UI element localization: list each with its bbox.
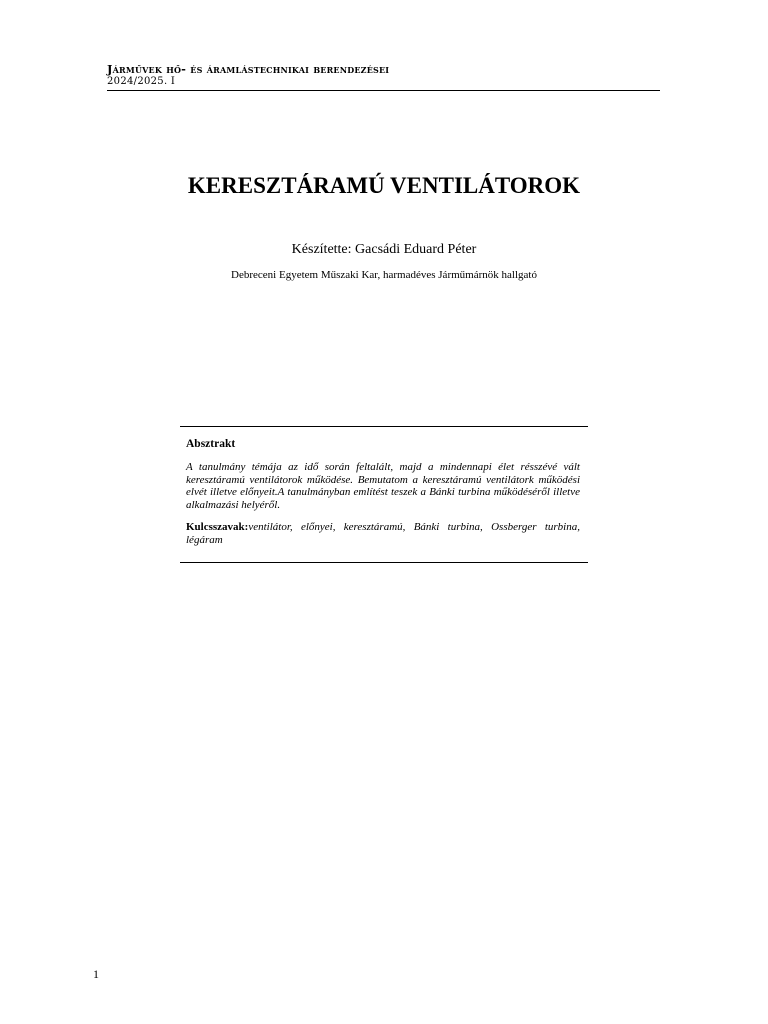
- abstract-box: [180, 426, 588, 563]
- running-header: [107, 62, 660, 91]
- abstract-body: A tanulmány témája az idő során feltalált, majd a mindennapi élet résszévé vált keresztáramú ventilátorok működése. Bemutatom a keresztáramú ventilátork működési elvét illetve előnyeit.A tanulmányban említést teszek a Bánki turbina működéséről illetve alkalmazási helyéről.: [186, 461, 580, 511]
- page-number: 1: [93, 967, 99, 981]
- semester-label: 2024/2025. I: [107, 76, 176, 87]
- abstract-heading: Absztrakt: [186, 438, 236, 450]
- affiliation: Debreceni Egyetem Műszaki Kar, harmadéves Járműmárnök hallgató: [231, 269, 537, 281]
- author-line: Készítette: Gacsádi Eduard Péter: [291, 242, 477, 257]
- keywords-label: Kulcsszavak:: [186, 521, 249, 534]
- paper-title: KERESZTÁRAMÚ VENTILÁTOROK: [187, 173, 581, 198]
- keywords: [186, 521, 580, 546]
- keywords-text: ventilátor, előnyei, keresztáramú, Bánki turbina, Ossberger turbina, légáram: [186, 521, 580, 546]
- course-title: Járművek hő- és áramlástechnikai berendezései: [107, 62, 390, 76]
